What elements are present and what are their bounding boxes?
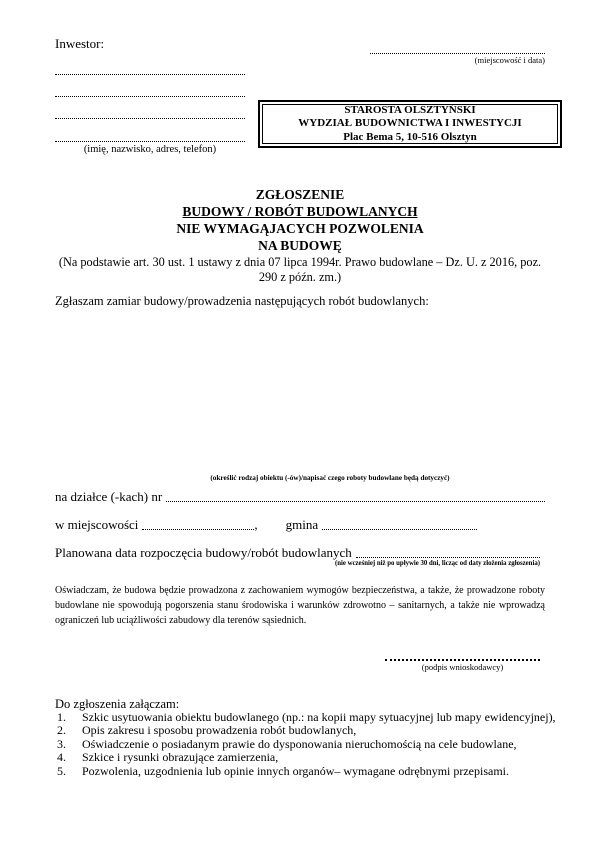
locality-comma: , bbox=[254, 517, 258, 532]
plot-number-fill-line[interactable] bbox=[166, 501, 545, 502]
intent-statement: Zgłaszam zamiar budowy/prowadzenia następujących robót budowlanych: bbox=[55, 294, 429, 308]
form-title bbox=[0, 186, 600, 285]
start-date-fill-line[interactable] bbox=[356, 557, 540, 558]
place-date-block bbox=[370, 46, 545, 65]
office-stamp-box bbox=[258, 100, 562, 148]
attachments-heading: Do zgłoszenia załączam: bbox=[55, 697, 180, 711]
place-date-fill-line[interactable] bbox=[370, 53, 545, 54]
declaration-paragraph: Oświadczam, że budowa będzie prowadzona z zachowaniem wymogów bezpieczeństwa, a także, że prowadzone roboty budowlane nie spowodują pogorszenia stanu środowiska i warunków zdrowotno – sanitarnych, a także nie wprowadzą ograniczeń lub uciążliwości zabudowy dla terenów sąsiednich. bbox=[55, 585, 545, 626]
attachment-item bbox=[57, 711, 590, 724]
attachment-item bbox=[57, 765, 590, 778]
attachment-item-text: Opis zakresu i sposobu prowadzenia robót budowlanych, bbox=[82, 723, 357, 738]
title-line-1: ZGŁOSZENIE bbox=[255, 187, 345, 202]
attachment-item-text: Szkice i rysunki obrazujące zamierzenia, bbox=[82, 750, 279, 765]
start-date-field bbox=[55, 545, 540, 561]
investor-hint: (imię, nazwisko, adres, telefon) bbox=[83, 144, 217, 155]
attachment-item-number: 4. bbox=[57, 750, 66, 765]
attachment-item-text: Pozwolenia, uzgodnienia lub opinie innych organów– wymagane odrębnymi przepisami. bbox=[82, 763, 510, 778]
investor-fill-line-1[interactable] bbox=[55, 74, 245, 75]
legal-basis-line-2: 290 z późn. zm.) bbox=[258, 270, 342, 284]
attachment-item-number: 1. bbox=[57, 710, 66, 724]
start-date-hint: (nie wcześniej niż po upływie 30 dni, licząc od daty złożenia zgłoszenia) bbox=[334, 560, 540, 567]
locality-commune-row bbox=[55, 517, 477, 533]
attachment-item bbox=[57, 738, 590, 751]
signature-block bbox=[385, 652, 540, 672]
signature-hint: (podpis wnioskodawcy) bbox=[421, 662, 504, 672]
object-type-hint: (określić rodzaj obiektu (-ów)/napisać czego roboty budowlane będą dotyczyć) bbox=[210, 474, 450, 482]
attachment-item-text: Oświadczenie o posiadanym prawie do dysponowania nieruchomością na cele budowlane, bbox=[82, 736, 517, 751]
attachments-list bbox=[57, 711, 590, 778]
title-line-4: NA BUDOWĘ bbox=[258, 238, 342, 253]
attachment-item-number: 5. bbox=[57, 763, 66, 778]
attachment-item-number: 2. bbox=[57, 723, 66, 738]
attachment-item-text: Szkic usytuowania obiektu budowlanego (np.: na kopii mapy sytuacyjnej lub mapy ewidencyjnej), bbox=[82, 710, 556, 724]
title-line-3: NIE WYMAGĄJACYCH POZWOLENIA bbox=[176, 221, 424, 236]
attachment-item-number: 3. bbox=[57, 736, 66, 751]
investor-label: Inwestor: bbox=[55, 36, 105, 51]
attachment-item bbox=[57, 751, 590, 764]
locality-label: w miejscowości bbox=[55, 517, 139, 532]
legal-basis-line-1: (Na podstawie art. 30 ust. 1 ustawy z dnia 07 lipca 1994r. Prawo budowlane – Dz. U. z 2016, poz. bbox=[58, 255, 542, 269]
plot-number-field bbox=[55, 489, 545, 505]
investor-fill-line-4[interactable] bbox=[55, 141, 245, 142]
investor-fill-line-3[interactable] bbox=[55, 118, 245, 119]
investor-fill-line-2[interactable] bbox=[55, 96, 245, 97]
commune-label: gmina bbox=[285, 517, 319, 532]
signature-fill-line[interactable] bbox=[385, 659, 540, 661]
locality-fill-line[interactable] bbox=[142, 529, 254, 530]
office-department: WYDZIAŁ BUDOWNICTWA I INWESTYCJI bbox=[298, 117, 522, 130]
office-name: STAROSTA OLSZTYŃSKI bbox=[344, 103, 476, 116]
office-address: Plac Bema 5, 10-516 Olsztyn bbox=[343, 130, 477, 143]
office-stamp-content bbox=[262, 104, 558, 144]
commune-fill-line[interactable] bbox=[322, 529, 477, 530]
place-date-hint: (miejscowość i data) bbox=[474, 55, 545, 65]
attachment-item bbox=[57, 724, 590, 737]
plot-number-label: na działce (-kach) nr bbox=[55, 489, 163, 504]
title-line-2: BUDOWY / ROBÓT BUDOWLANYCH bbox=[182, 204, 418, 219]
start-date-label: Planowana data rozpoczęcia budowy/robót budowlanych bbox=[55, 545, 352, 560]
